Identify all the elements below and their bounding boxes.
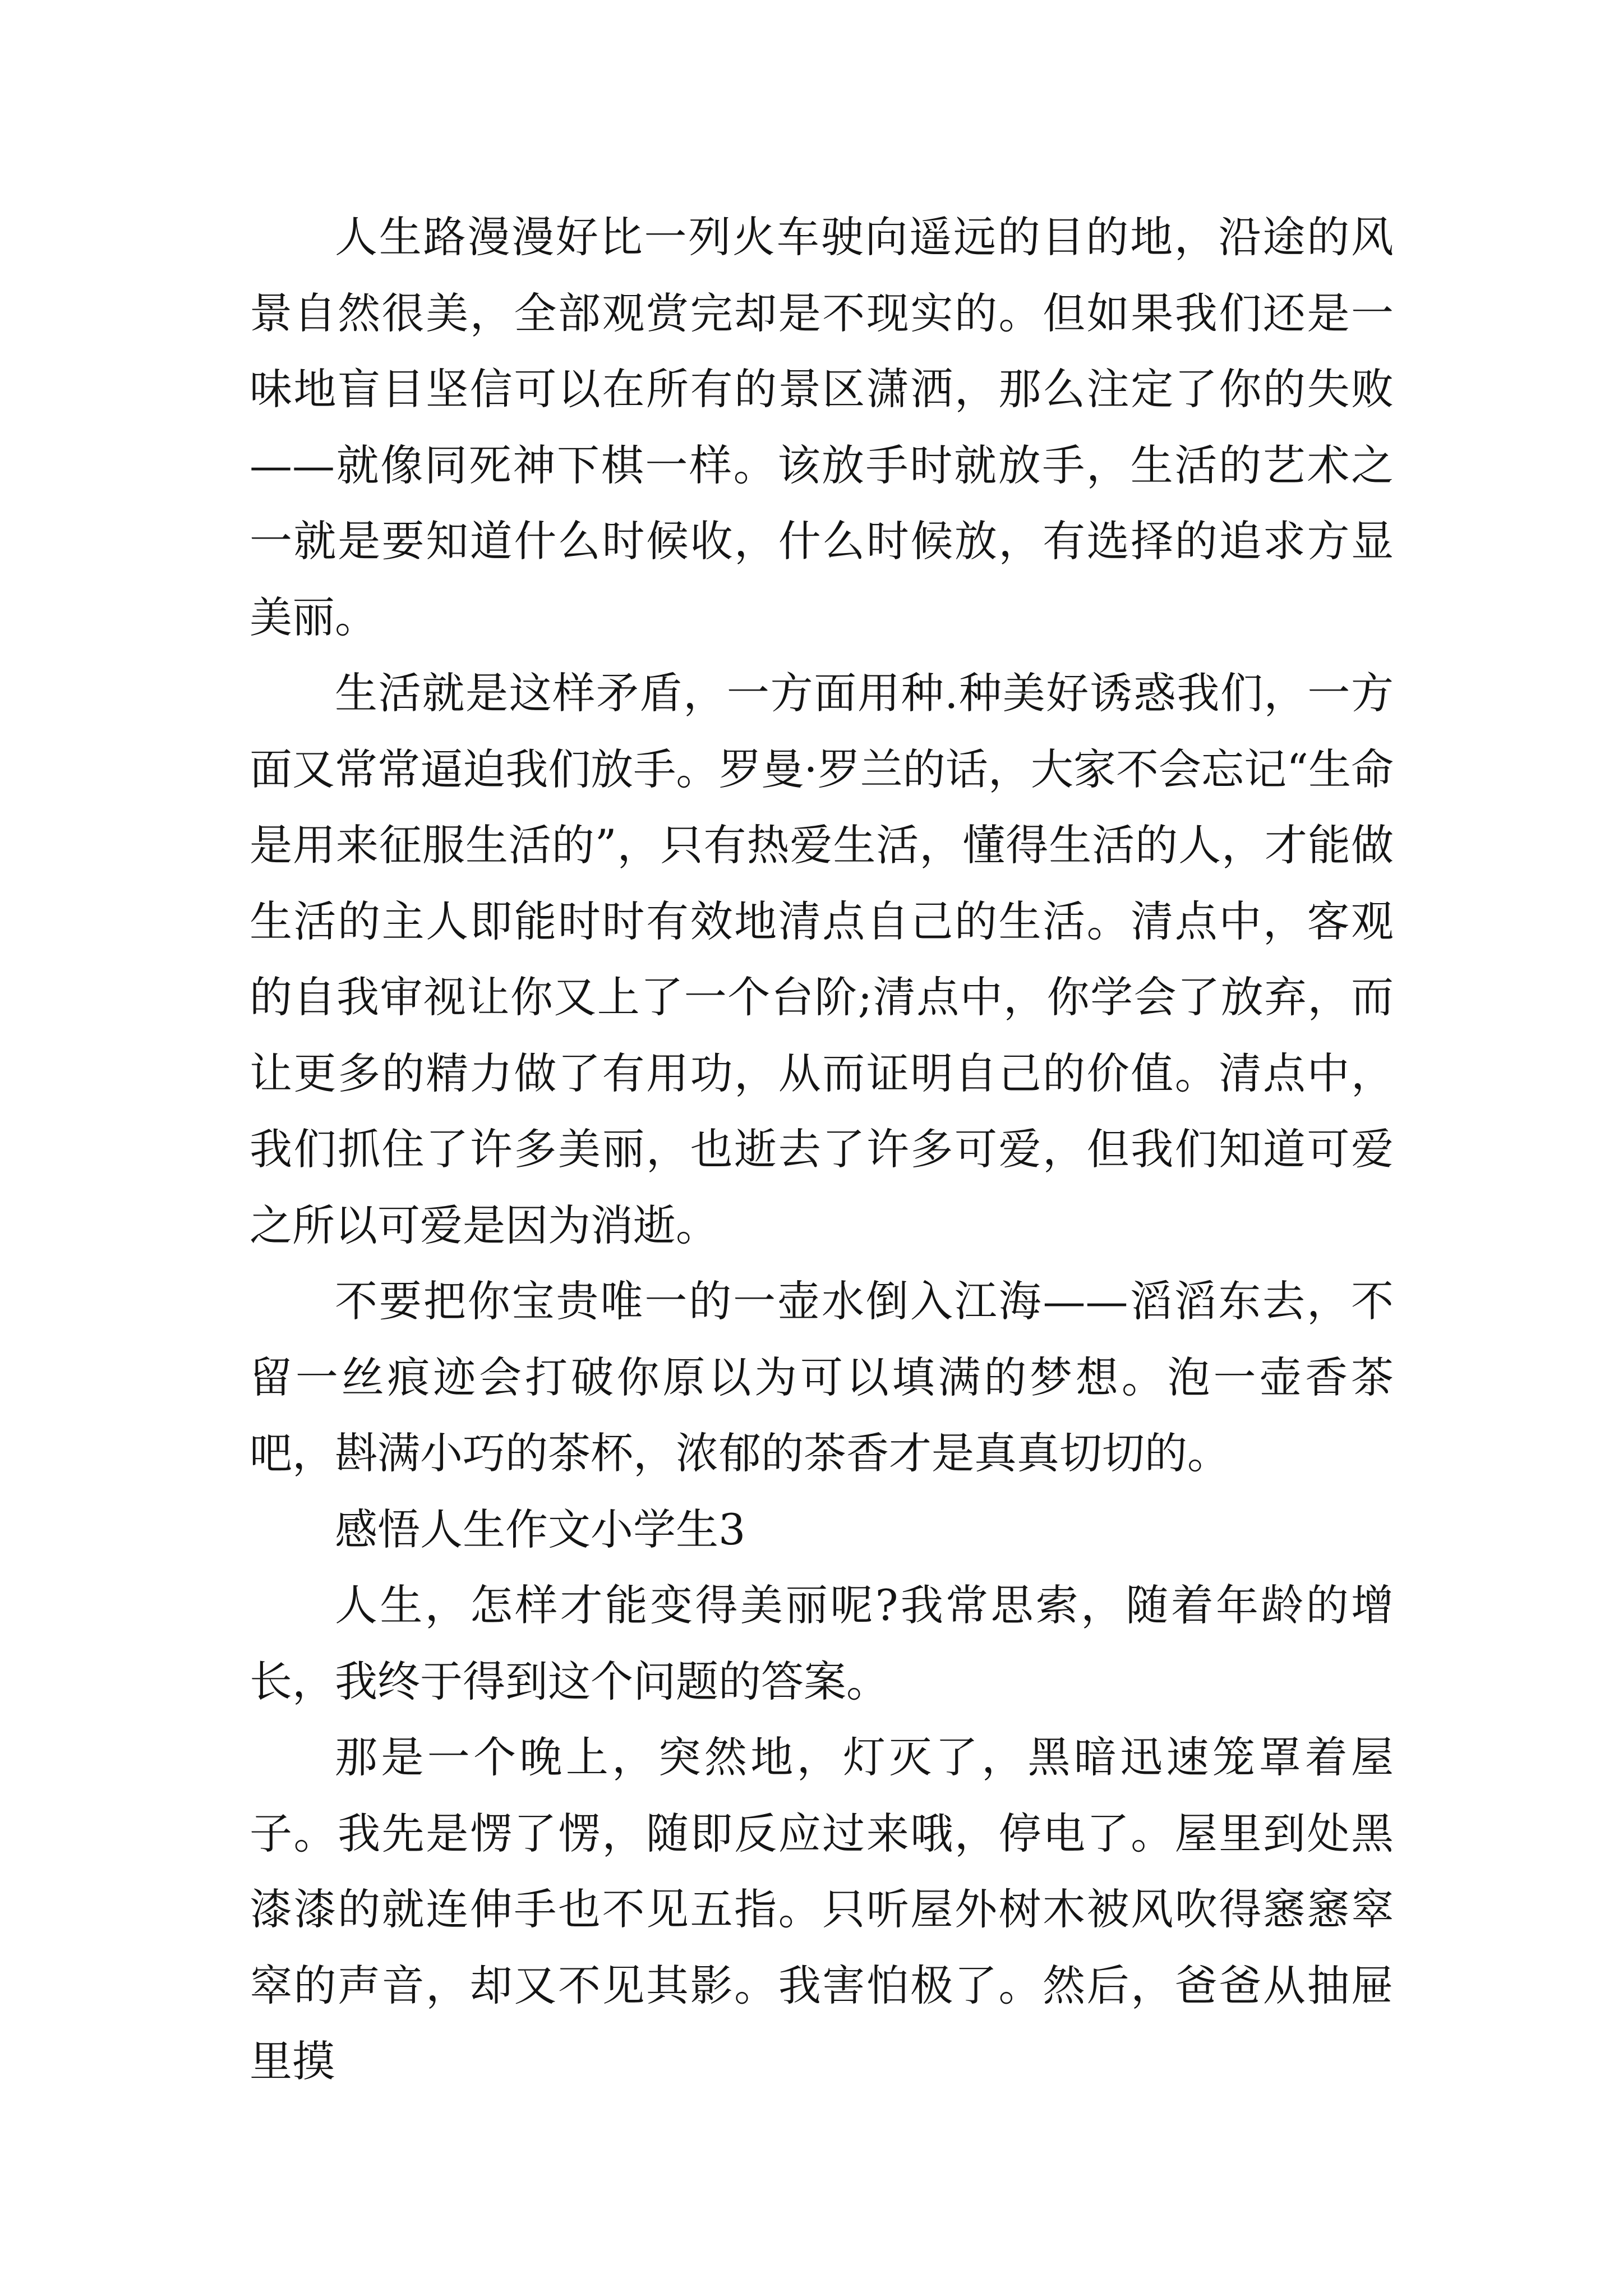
text-body	[250, 199, 1394, 2100]
paragraph: 人生路漫漫好比一列火车驶向遥远的目的地，沿途的风景自然很美，全部观赏完却是不现实的。但如果我们还是一味地盲目坚信可以在所有的景区潇洒，那么注定了你的失败——就像同死神下棋一样。该放手时就放手，生活的艺术之一就是要知道什么时候收，什么时候放，有选择的追求方显美丽。	[250, 212, 1394, 642]
paragraph: 人生，怎样才能变得美丽呢?我常思索，随着年龄的增长，我终于得到这个问题的答案。	[250, 1580, 1394, 1706]
paragraph: 那是一个晚上，突然地，灯灭了，黑暗迅速笼罩着屋子。我先是愣了愣，随即反应过来哦，停电了。屋里到处黑漆漆的就连伸手也不见五指。只听屋外树木被风吹得窸窸窣窣的声音，却又不见其影。我害怕极了。然后，爸爸从抽屉里摸	[250, 1732, 1394, 2086]
section-title: 感悟人生作文小学生3	[335, 1504, 746, 1554]
paragraph: 不要把你宝贵唯一的一壶水倒入江海——滔滔东去，不留一丝痕迹会打破你原以为可以填满的梦想。泡一壶香茶吧，斟满小巧的茶杯，浓郁的茶香才是真真切切的。	[250, 1276, 1394, 1478]
paragraph: 生活就是这样矛盾，一方面用种.种美好诱惑我们，一方面又常常逼迫我们放手。罗曼·罗兰的话，大家不会忘记“生命是用来征服生活的”，只有热爱生活，懂得生活的人，才能做生活的主人即能时时有效地清点自己的生活。清点中，客观的自我审视让你又上了一个台阶;清点中，你学会了放弃，而让更多的精力做了有用功，从而证明自己的价值。清点中，我们抓住了许多美丽，也逝去了许多可爱，但我们知道可爱之所以可爱是因为消逝。	[250, 668, 1394, 1250]
